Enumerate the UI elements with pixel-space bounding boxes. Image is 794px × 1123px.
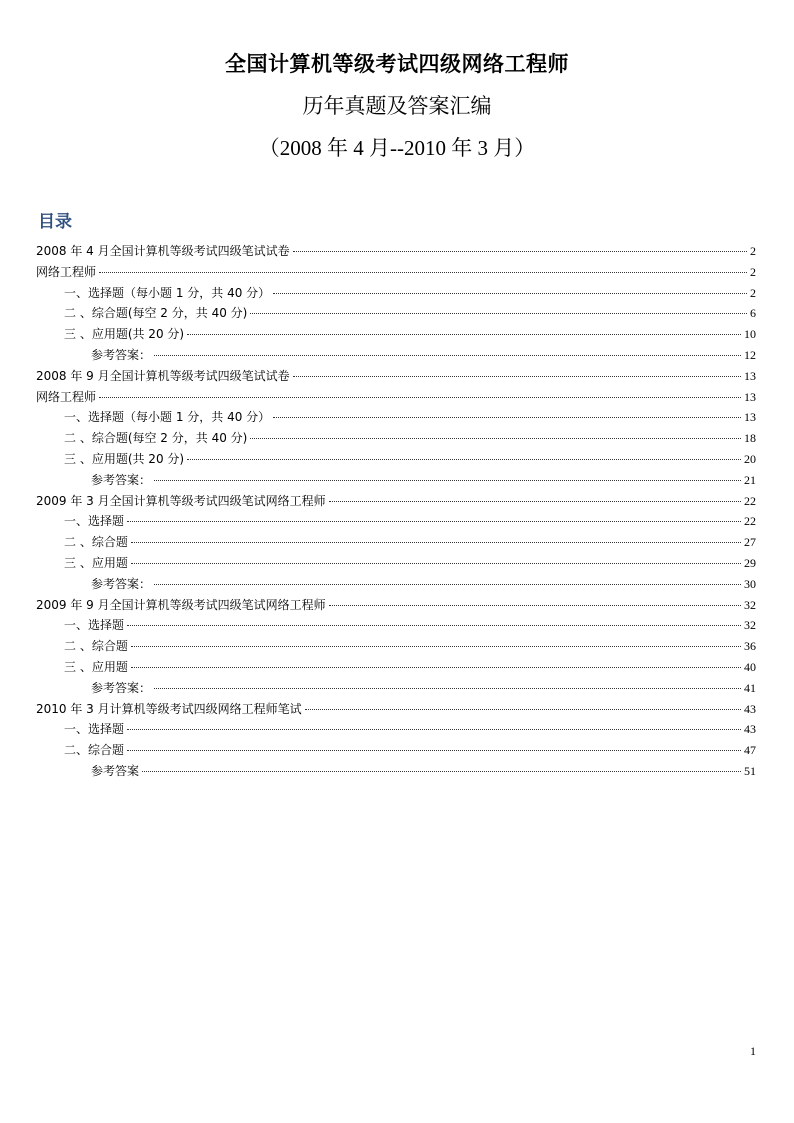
toc-entry-label: 一、选择题: [64, 618, 125, 633]
toc-entry-label: 2010 年 3 月计算机等级考试四级网络工程师笔试: [36, 701, 302, 716]
toc-entry-label: 参考答案：: [91, 347, 152, 362]
toc-entry-label: 三 、应用题(共 20 分): [64, 451, 185, 466]
toc-entry-label: 一、选择题（每小题 1 分，共 40 分）: [64, 285, 271, 300]
page-number: 1: [750, 1044, 756, 1058]
toc-entry-page: 51: [744, 763, 756, 778]
toc-dot-leader: [131, 542, 741, 543]
toc-entry[interactable]: [36, 346, 756, 367]
toc-entry[interactable]: [36, 450, 756, 471]
toc-entry-page: 13: [744, 368, 756, 383]
toc-entry[interactable]: [36, 533, 756, 554]
toc-entry[interactable]: [36, 762, 756, 783]
toc-dot-leader: [99, 272, 747, 273]
toc-entry-label: 二 、综合题: [64, 639, 128, 654]
toc-dot-leader: [329, 605, 741, 606]
toc-entry[interactable]: [36, 700, 756, 721]
toc-entry-label: 网络工程师: [36, 264, 97, 279]
toc-entry-page: 29: [744, 555, 756, 570]
toc-dot-leader: [273, 417, 741, 418]
toc-dot-leader: [293, 251, 747, 252]
toc-entry-label: 2008 年 9 月全国计算机等级考试四级笔试试卷: [36, 368, 290, 383]
toc-entry[interactable]: [36, 367, 756, 388]
table-of-contents: [36, 242, 756, 783]
toc-entry[interactable]: [36, 304, 756, 325]
toc-entry-label: 二 、综合题(每空 2 分，共 40 分): [64, 306, 248, 321]
toc-dot-leader: [154, 480, 741, 481]
toc-entry-page: 40: [744, 659, 756, 674]
toc-dot-leader: [154, 355, 741, 356]
toc-entry-page: 13: [744, 389, 756, 404]
toc-entry-page: 20: [744, 451, 756, 466]
toc-entry-page: 18: [744, 431, 756, 446]
toc-entry[interactable]: [36, 596, 756, 617]
toc-entry[interactable]: [36, 325, 756, 346]
toc-dot-leader: [154, 688, 741, 689]
document-title: 全国计算机等级考试四级网络工程师: [225, 51, 569, 76]
toc-entry-page: 43: [744, 722, 756, 737]
toc-dot-leader: [187, 334, 741, 335]
toc-entry[interactable]: [36, 284, 756, 305]
toc-dot-leader: [127, 521, 741, 522]
toc-entry-page: 30: [744, 576, 756, 591]
toc-entry-label: 三 、应用题(共 20 分): [64, 327, 185, 342]
toc-entry-label: 网络工程师: [36, 389, 97, 404]
toc-entry-page: 22: [744, 514, 756, 529]
toc-entry[interactable]: [36, 408, 756, 429]
toc-dot-leader: [187, 459, 741, 460]
toc-entry-label: 三 、应用题: [64, 659, 128, 674]
toc-dot-leader: [273, 293, 747, 294]
toc-entry-label: 二 、综合题(每空 2 分，共 40 分): [64, 431, 248, 446]
toc-entry-label: 一、选择题: [64, 514, 125, 529]
toc-dot-leader: [154, 584, 741, 585]
toc-entry-page: 36: [744, 639, 756, 654]
toc-entry[interactable]: [36, 741, 756, 762]
document-date-range: （2008 年 4 月--2010 年 3 月）: [258, 136, 536, 160]
toc-entry-page: 41: [744, 680, 756, 695]
toc-entry-page: 12: [744, 347, 756, 362]
toc-entry[interactable]: [36, 554, 756, 575]
toc-entry-page: 32: [744, 597, 756, 612]
toc-dot-leader: [131, 646, 741, 647]
toc-heading: 目录: [38, 212, 72, 232]
toc-entry-label: 参考答案: [91, 763, 140, 778]
toc-entry[interactable]: [36, 492, 756, 513]
toc-entry[interactable]: [36, 471, 756, 492]
toc-entry[interactable]: [36, 575, 756, 596]
toc-entry-page: 2: [750, 264, 756, 279]
document-title-block: [0, 46, 794, 168]
toc-entry[interactable]: [36, 263, 756, 284]
toc-entry-label: 二、综合题: [64, 743, 125, 758]
toc-dot-leader: [305, 709, 741, 710]
toc-entry-label: 参考答案：: [91, 680, 152, 695]
toc-dot-leader: [250, 438, 741, 439]
toc-entry-page: 22: [744, 493, 756, 508]
toc-entry[interactable]: [36, 388, 756, 409]
toc-dot-leader: [131, 563, 741, 564]
toc-entry-page: 27: [744, 535, 756, 550]
toc-entry-label: 2009 年 3 月全国计算机等级考试四级笔试网络工程师: [36, 493, 326, 508]
toc-dot-leader: [127, 750, 741, 751]
toc-entry-label: 二 、综合题: [64, 535, 128, 550]
toc-entry[interactable]: [36, 720, 756, 741]
toc-entry[interactable]: [36, 429, 756, 450]
toc-dot-leader: [250, 313, 747, 314]
toc-entry-page: 13: [744, 410, 756, 425]
toc-entry-page: 43: [744, 701, 756, 716]
toc-dot-leader: [329, 501, 741, 502]
toc-entry-page: 2: [750, 285, 756, 300]
toc-entry[interactable]: [36, 679, 756, 700]
toc-dot-leader: [127, 625, 741, 626]
toc-entry[interactable]: [36, 658, 756, 679]
toc-entry-label: 一、选择题（每小题 1 分，共 40 分）: [64, 410, 271, 425]
toc-entry-label: 一、选择题: [64, 722, 125, 737]
toc-entry-page: 6: [750, 306, 756, 321]
toc-entry[interactable]: [36, 616, 756, 637]
toc-dot-leader: [127, 729, 741, 730]
toc-dot-leader: [99, 397, 741, 398]
toc-entry-page: 32: [744, 618, 756, 633]
toc-entry-label: 三 、应用题: [64, 555, 128, 570]
toc-entry[interactable]: [36, 242, 756, 263]
toc-entry-page: 21: [744, 472, 756, 487]
toc-entry[interactable]: [36, 512, 756, 533]
toc-entry-label: 参考答案：: [91, 576, 152, 591]
toc-dot-leader: [142, 771, 741, 772]
toc-dot-leader: [293, 376, 741, 377]
toc-entry[interactable]: [36, 637, 756, 658]
document-subtitle: 历年真题及答案汇编: [302, 94, 492, 118]
toc-entry-label: 参考答案：: [91, 472, 152, 487]
toc-entry-page: 47: [744, 743, 756, 758]
toc-entry-page: 2: [750, 244, 756, 258]
toc-entry-page: 10: [744, 327, 756, 342]
toc-entry-label: 2008 年 4 月全国计算机等级考试四级笔试试卷: [36, 244, 290, 258]
toc-dot-leader: [131, 667, 741, 668]
toc-entry-label: 2009 年 9 月全国计算机等级考试四级笔试网络工程师: [36, 597, 326, 612]
